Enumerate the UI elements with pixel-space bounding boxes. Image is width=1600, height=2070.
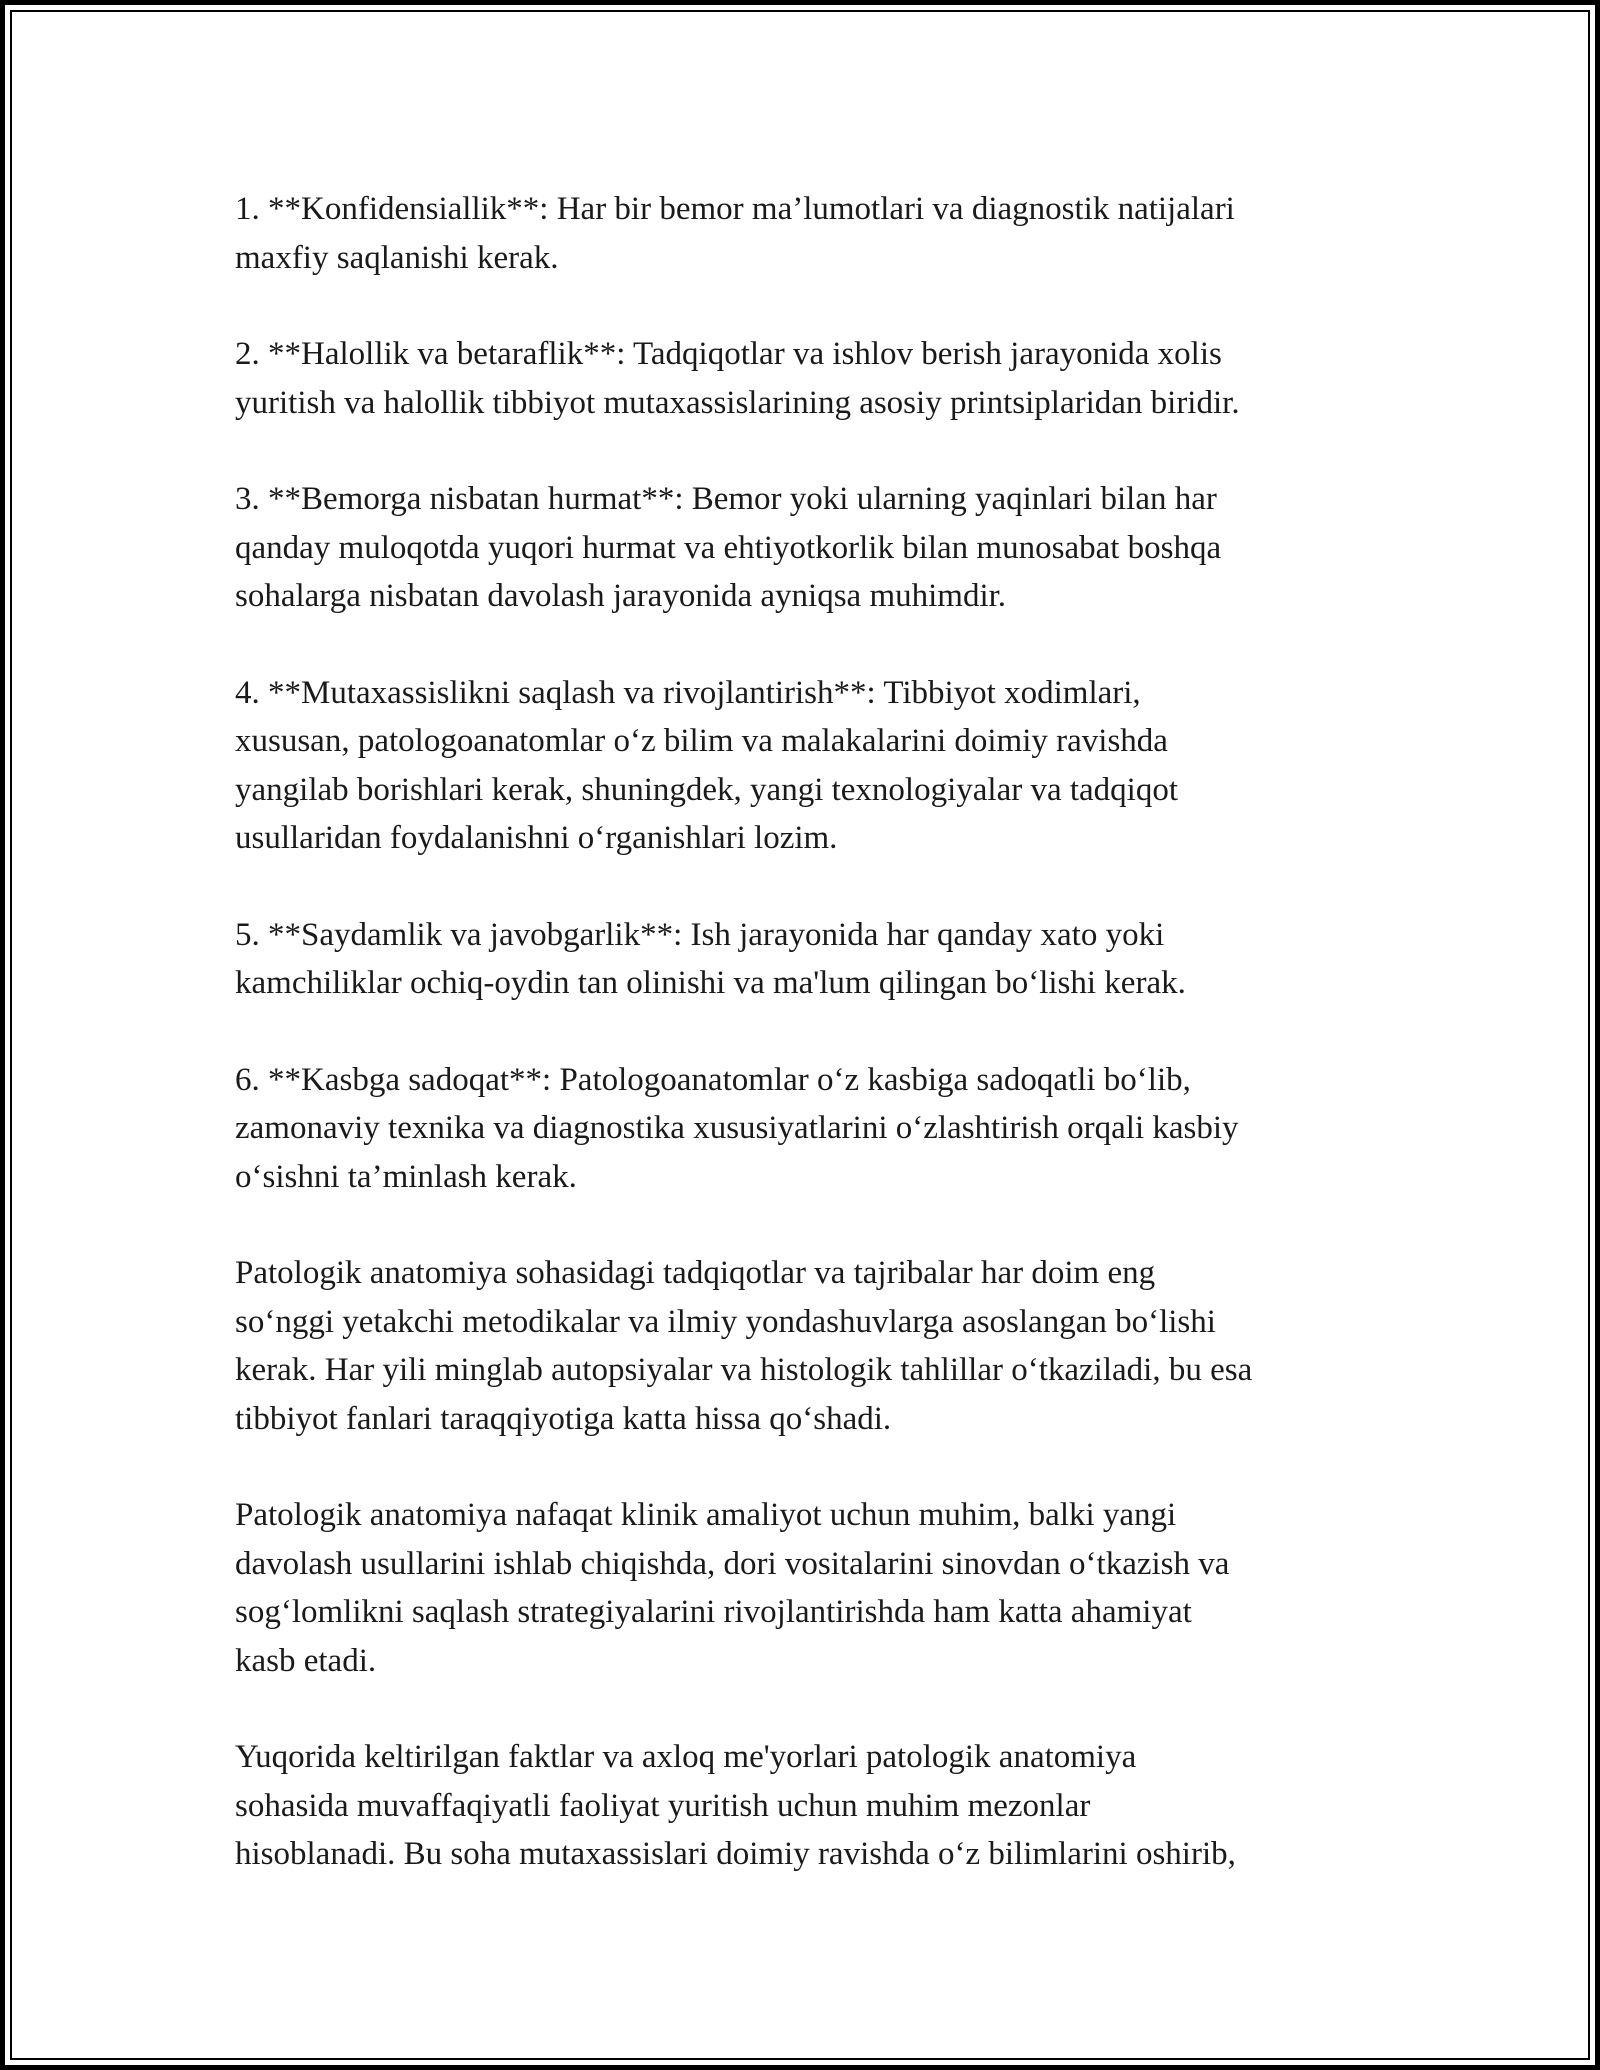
paragraph-confidentiality: 1. **Konfidensiallik**: Har bir bemor ma’lumotlari va diagnostik natijalari maxfiy saqlanishi kerak.: [235, 191, 1235, 276]
document-body: [235, 185, 1375, 1927]
paragraph-honesty: 2. **Halollik va betaraflik**: Tadqiqotlar va ishlov berish jarayonida xolis yuritish va halollik tibbiyot mutaxassislarining asosiy printsiplaridan biridir.: [235, 336, 1240, 421]
paragraph-research: Patologik anatomiya sohasidagi tadqiqotlar va tajribalar har doim eng so‘nggi yetakchi metodikalar va ilmiy yondashuvlarga asoslangan bo‘lishi kerak. Har yili minglab autopsiyalar va histologik tahlillar o‘tkaziladi, bu esa tibbiyot fanlari taraqqiyotiga katta hissa qo‘shadi.: [235, 1255, 1253, 1437]
paragraph-respect: 3. **Bemorga nisbatan hurmat**: Bemor yoki ularning yaqinlari bilan har qanday muloqotda yuqori hurmat va ehtiyotkorlik bilan munosabat boshqa sohalarga nisbatan davolash jarayonida ayniqsa muhimdir.: [235, 481, 1222, 614]
paragraph-transparency: 5. **Saydamlik va javobgarlik**: Ish jarayonida har qanday xato yoki kamchiliklar ochiq-oydin tan olinishi va ma'lum qilingan bo‘lishi kerak.: [235, 916, 1186, 1001]
paragraph-dedication: 6. **Kasbga sadoqat**: Patologoanatomlar o‘z kasbiga sadoqatli bo‘lib, zamonaviy texnika va diagnostika xususiyatlarini o‘zlashtirish orqali kasbiy o‘sishni ta’minlash kerak.: [235, 1061, 1239, 1195]
paragraph-conclusion: Yuqorida keltirilgan faktlar va axloq me'yorlari patologik anatomiya sohasida muvaffaqiyatli faoliyat yuritish uchun muhim mezonlar hisoblanadi. Bu soha mutaxassislari doimiy ravishda o‘z bilimlarini oshirib,: [235, 1739, 1236, 1872]
paragraph-professional-development: 4. **Mutaxassislikni saqlash va rivojlantirish**: Tibbiyot xodimlari, xususan, patologoanatomlar o‘z bilim va malakalarini doimiy ravishda yangilab borishlari kerak, shuningdek, yangi texnologiyalar va tadqiqot usullaridan foydalanishni o‘rganishlari lozim.: [235, 674, 1179, 856]
paragraph-importance: Patologik anatomiya nafaqat klinik amaliyot uchun muhim, balki yangi davolash usullarini ishlab chiqishda, dori vositalarini sinovdan o‘tkazish va sog‘lomlikni saqlash strategiyalarini rivojlantirishda ham katta ahamiyat kasb etadi.: [235, 1497, 1230, 1679]
